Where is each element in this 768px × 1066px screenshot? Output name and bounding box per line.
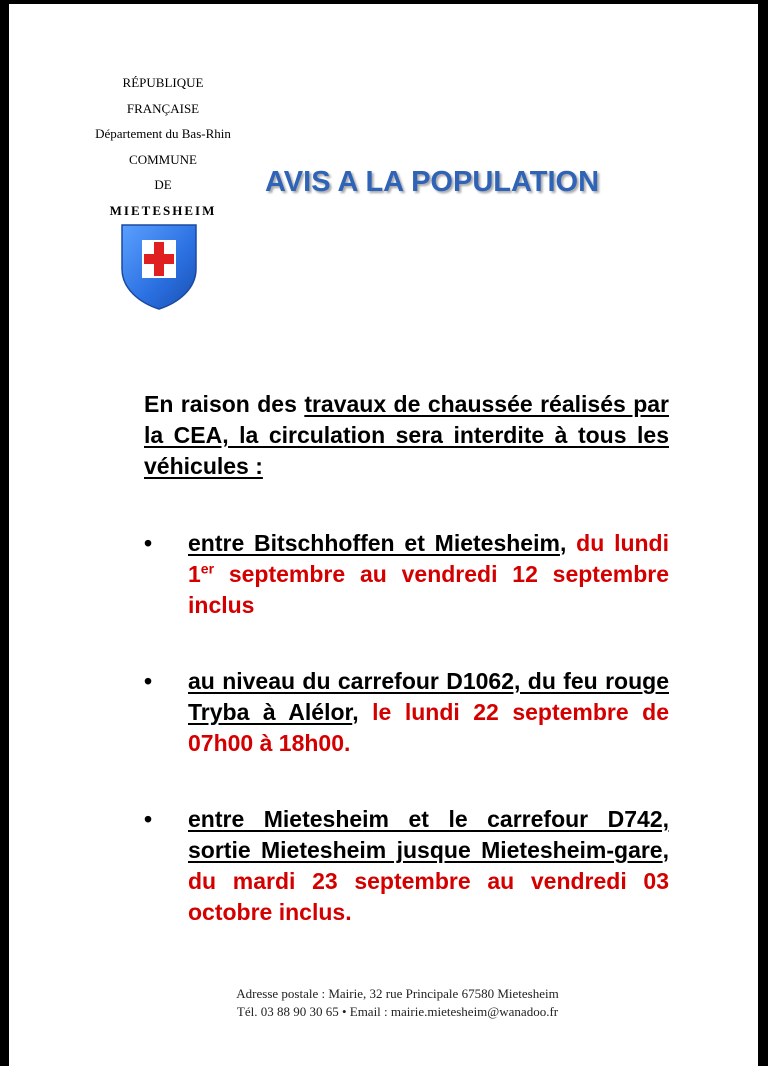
bullet-red-text: du mardi 23 septembre au vendredi 03 octobre inclus. [188, 868, 669, 925]
shield-icon [120, 223, 198, 311]
footer-contact: Tél. 03 88 90 30 65 • Email : mairie.mietesheim@wanadoo.fr [236, 1004, 559, 1019]
bullet-plain-text: , [352, 699, 373, 725]
header-line-francaise: FRANÇAISE [126, 100, 200, 116]
notice-body [144, 389, 669, 928]
bullet-icon: • [144, 668, 153, 694]
bullet-plain-text: , [559, 530, 577, 556]
footer [9, 985, 758, 1021]
bullet-superscript: er [200, 560, 215, 577]
intro-underlined-text: travaux de chaussée réalisés par la CEA, la circulation sera interdite à tous les véhicules : [144, 391, 669, 479]
commune-header [79, 70, 247, 223]
header-line-departement: Département du Bas-Rhin [95, 126, 231, 141]
list-item [144, 666, 669, 759]
header-line-commune: COMMUNE [129, 151, 197, 167]
intro-text: En raison des [144, 391, 305, 417]
bullet-red-text: du lundi 1 [188, 530, 669, 587]
bullet-plain-text: , [662, 837, 669, 863]
bullet-red-text: le lundi 22 septembre de 07h00 à 18h00. [188, 699, 670, 756]
intro-paragraph [144, 389, 669, 482]
header-line-republique: RÉPUBLIQUE [122, 75, 204, 90]
list-item [144, 804, 669, 928]
bullet-underlined-text: entre Bitschhoffen et Mietesheim [188, 530, 560, 556]
bullet-red-text-continued: septembre au vendredi 12 septembre inclus [188, 561, 669, 618]
bullet-icon: • [144, 530, 153, 556]
commune-name: MIETESHEIM [109, 202, 217, 218]
bullet-underlined-text: au niveau du carrefour D1062, du feu rouge Tryba à Alélor [188, 668, 669, 725]
notice-title: AVIS A LA POPULATION [265, 166, 600, 198]
footer-address: Adresse postale : Mairie, 32 rue Principale 67580 Mietesheim [236, 986, 559, 1001]
bullet-underlined-text: entre Mietesheim et le carrefour D742, sortie Mietesheim jusque Mietesheim-gare [188, 806, 669, 863]
notice-page [9, 4, 758, 1066]
header-line-de: DE [154, 177, 172, 192]
bullet-icon: • [144, 806, 153, 832]
list-item [144, 528, 669, 621]
